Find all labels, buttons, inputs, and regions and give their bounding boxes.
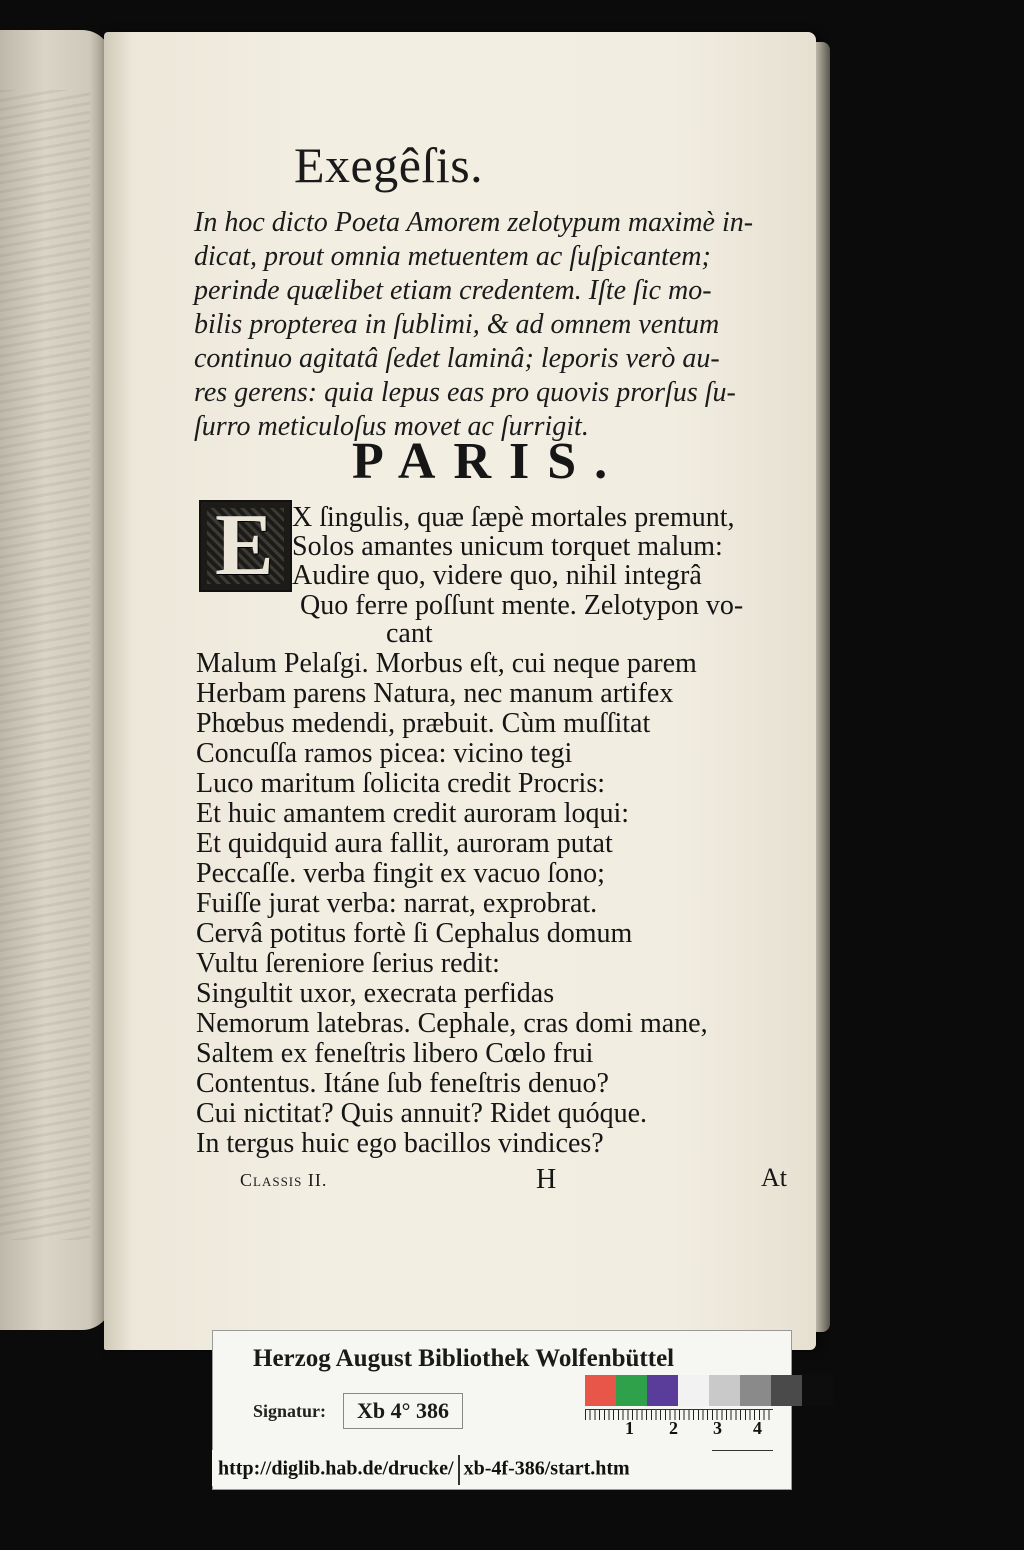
library-name: Herzog August Bibliothek Wolfenbüttel	[253, 1345, 675, 1372]
color-swatch	[771, 1375, 802, 1406]
exegesis-line: continuo agitatâ ſedet laminâ; leporis verò au-	[194, 343, 720, 374]
verse-line: Cervâ potitus fortè ſi Cephalus domum	[196, 918, 633, 949]
color-swatch	[678, 1375, 709, 1406]
scale-ruler	[585, 1409, 773, 1451]
exegesis-line: perinde quælibet etiam credentem. Iſte ſic mo-	[194, 275, 712, 306]
verse-line: Quo ferre poſſunt mente. Zelotypon vo-	[300, 590, 744, 621]
ruler-tick-label: 1	[625, 1418, 634, 1438]
color-swatch	[802, 1375, 833, 1406]
ruler-tick-label: 3	[713, 1418, 722, 1438]
signature-value: Xb 4° 386	[343, 1393, 463, 1429]
verse-line: Nemorum latebras. Cephale, cras domi mane,	[196, 1008, 708, 1039]
verse-line: Phœbus medendi, præbuit. Cùm muſſitat	[196, 708, 651, 739]
color-swatch	[585, 1375, 616, 1406]
url-divider	[458, 1455, 460, 1485]
url-path[interactable]: xb-4f-386/start.htm	[463, 1457, 630, 1480]
verse-line: Malum Pelaſgi. Morbus eſt, cui neque parem	[196, 648, 697, 679]
exegesis-line: bilis propterea in ſublimi, & ad omnem ventum	[194, 309, 720, 340]
exegesis-line: res gerens: quia lepus eas pro quovis prorſus ſu-	[194, 377, 736, 408]
ruler-tick-label: 4	[753, 1418, 762, 1438]
verse-line: Solos amantes unicum torquet malum:	[292, 531, 723, 562]
verse-line: Cui nictitat? Quis annuit? Ridet quóque.	[196, 1098, 648, 1129]
facing-page-texture	[0, 90, 90, 1240]
footer-classis: Classis II.	[240, 1170, 328, 1190]
facing-page	[0, 30, 112, 1330]
verse-line: Audire quo, videre quo, nihil integrâ	[292, 560, 702, 591]
color-swatch	[709, 1375, 740, 1406]
verse-line: Et quidquid aura fallit, auroram putat	[196, 828, 613, 859]
color-swatch	[740, 1375, 771, 1406]
exegesis-line: dicat, prout omnia metuentem ac ſuſpicantem;	[194, 241, 711, 272]
verse-line: Concuſſa ramos picea: vicino tegi	[196, 738, 573, 769]
page-heading: Exegêſis.	[294, 137, 484, 193]
verse-line: Vultu ſereniore ſerius redit:	[196, 948, 500, 979]
verse-line: Contentus. Itáne ſub feneſtris denuo?	[196, 1068, 609, 1099]
verse-line: Singultit uxor, execrata perfidas	[196, 978, 555, 1009]
section-title: PARIS.	[352, 433, 626, 490]
exegesis-line: In hoc dicto Poeta Amorem zelotypum maximè in-	[194, 207, 754, 238]
color-swatch	[616, 1375, 647, 1406]
verse-line: Saltem ex feneſtris libero Cœlo frui	[196, 1038, 594, 1069]
verse-line: Et huic amantem credit auroram loqui:	[196, 798, 630, 829]
verse-line: Luco maritum ſolicita credit Procris:	[196, 768, 605, 799]
drop-cap-letter: E	[215, 497, 274, 594]
url-base[interactable]: http://diglib.hab.de/drucke/	[218, 1457, 454, 1480]
signature-label: Signatur:	[253, 1401, 327, 1421]
digital-library-url[interactable]	[218, 1455, 630, 1485]
verse-line: X ſingulis, quæ ſæpè mortales premunt,	[292, 502, 735, 533]
verse-line: cant	[386, 618, 433, 649]
verse-line: Herbam parens Natura, nec manum artifex	[196, 678, 674, 709]
signature-mark: H	[536, 1164, 557, 1195]
verse-line: Peccaſſe. verba fingit ex vacuo ſono;	[196, 858, 605, 889]
drop-cap-ornament	[199, 497, 292, 594]
color-calibration-strip	[585, 1375, 833, 1406]
color-swatch	[647, 1375, 678, 1406]
exegesis-line: ſurro meticuloſus movet ac ſurrigit.	[194, 411, 589, 442]
verse-line: Fuiſſe jurat verba: narrat, exprobrat.	[196, 888, 598, 919]
exegesis-text	[194, 206, 804, 444]
catchword: At	[761, 1163, 787, 1192]
verse-line: In tergus huic ego bacillos vindices?	[196, 1128, 604, 1159]
ruler-tick-label: 2	[669, 1418, 678, 1438]
